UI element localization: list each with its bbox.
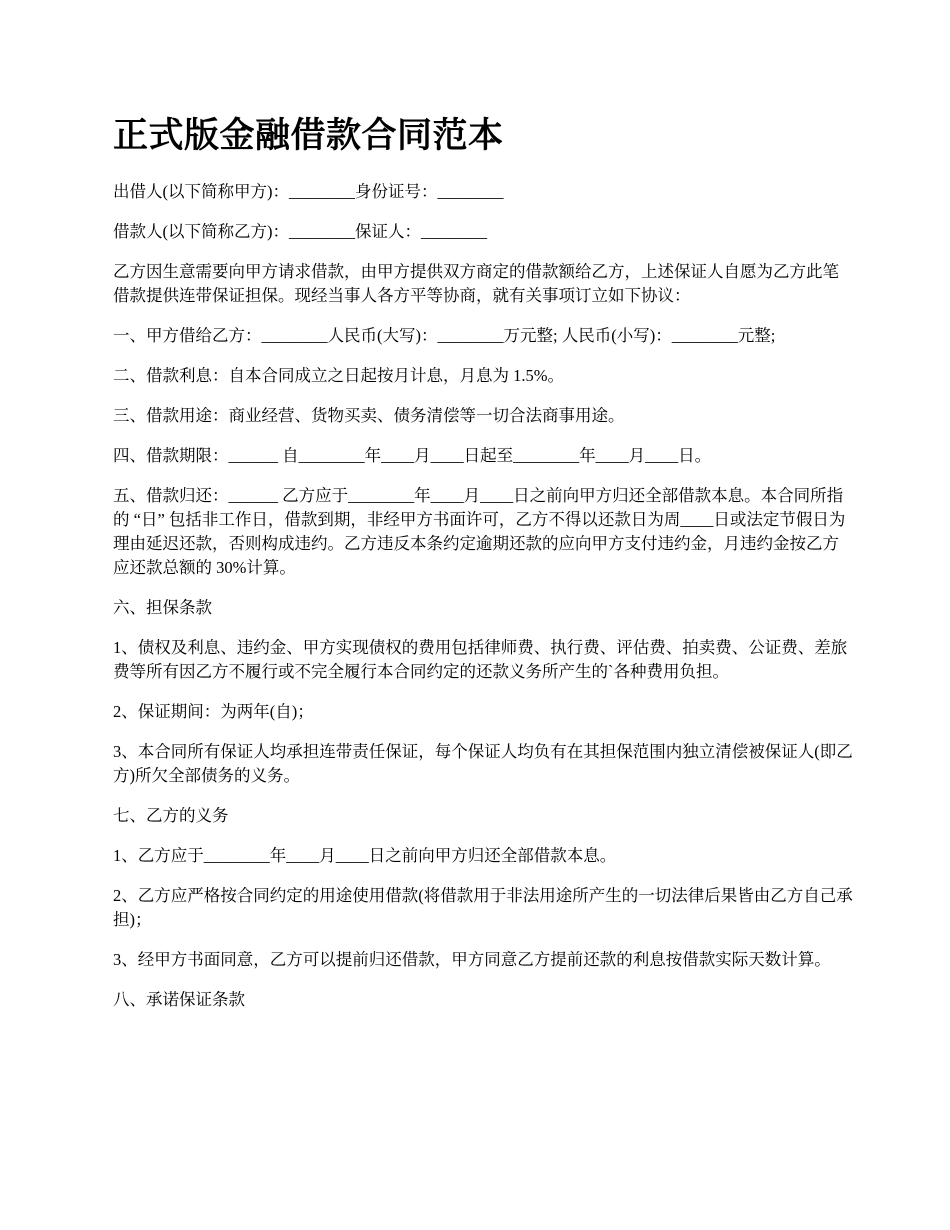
clause-6-3: 3、本合同所有保证人均承担连带责任保证，每个保证人均负有在其担保范围内独立清偿被保证人(即乙方)所欠全部债务的义务。 — [113, 742, 853, 785]
paragraph-borrower: 借款人(以下简称乙方)：________保证人：________ — [113, 222, 487, 241]
document-body — [113, 180, 853, 1028]
paragraph-lender: 出借人(以下简称甲方)：________身份证号：________ — [113, 182, 504, 201]
clause-1-loan-amount: 一、甲方借给乙方：________人民币(大写)：________万元整; 人民币(小写)：________元整; — [113, 326, 776, 345]
clause-3-purpose: 三、借款用途：商业经营、货物买卖、债务清偿等一切合法商事用途。 — [113, 406, 625, 425]
clause-7-3: 3、经甲方书面同意，乙方可以提前归还借款，甲方同意乙方提前还款的利息按借款实际天数计算。 — [113, 950, 831, 969]
clause-7-2: 2、乙方应严格按合同约定的用途使用借款(将借款用于非法用途所产生的一切法律后果皆由乙方自己承担)； — [113, 886, 853, 929]
clause-2-interest: 二、借款利息：自本合同成立之日起按月计息，月息为 1.5%。 — [113, 366, 564, 385]
section-7-heading: 七、乙方的义务 — [113, 806, 229, 825]
section-6-heading: 六、担保条款 — [113, 598, 212, 617]
document-title: 正式版金融借款合同范本 — [113, 116, 504, 155]
clause-6-2: 2、保证期间：为两年(自)； — [113, 702, 314, 721]
clause-4-term: 四、借款期限：______ 自________年____月____日起至________年____月____日。 — [113, 446, 712, 465]
clause-6-1: 1、债权及利息、违约金、甲方实现债权的费用包括律师费、执行费、评估费、拍卖费、公证费、差旅费等所有因乙方不履行或不完全履行本合同约定的还款义务所产生的`各种费用负担。 — [113, 638, 848, 681]
clause-5-repayment: 五、借款归还：______ 乙方应于________年____月____日之前向甲方归还全部借款本息。本合同所指的 “日” 包括非工作日，借款到期，非经甲方书面许可，乙方不得以还款日为周____日或法定节假日为理由延迟还款，否则构成违约。乙方违反本条约定逾期还款的应向甲方支付违约金，月违约金按乙方应还款总额的 30%计算。 — [113, 486, 846, 577]
clause-7-1: 1、乙方应于________年____月____日之前向甲方归还全部借款本息。 — [113, 846, 617, 865]
section-8-heading: 八、承诺保证条款 — [113, 990, 245, 1009]
paragraph-preamble: 乙方因生意需要向甲方请求借款，由甲方提供双方商定的借款额给乙方，上述保证人自愿为乙方此笔借款提供连带保证担保。现经当事人各方平等协商，就有关事项订立如下协议： — [113, 262, 839, 305]
